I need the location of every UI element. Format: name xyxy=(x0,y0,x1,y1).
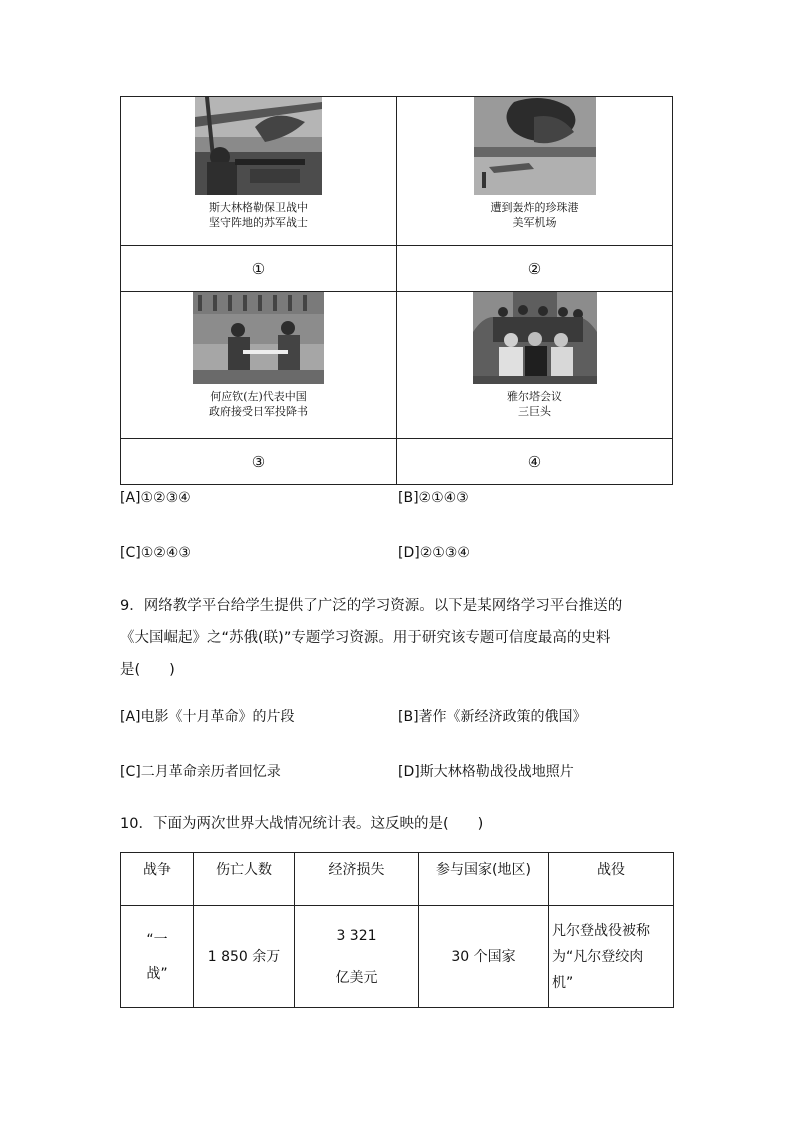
cell-battle xyxy=(549,906,674,1008)
header-casualties: 伤亡人数 xyxy=(194,853,295,906)
caption-line: 三巨头 xyxy=(518,405,551,418)
war-stats-table xyxy=(120,852,674,1008)
table-header-row xyxy=(121,853,674,906)
cell-countries: 30 个国家 xyxy=(419,906,549,1008)
photo-caption-2 xyxy=(491,200,579,230)
cell-line: 亿美元 xyxy=(335,969,378,986)
cell-line: 凡尔登战役被称 xyxy=(552,922,650,939)
photo-number-4: ④ xyxy=(397,439,673,485)
photo-yalta-conference xyxy=(473,292,597,384)
photo-number-1: ① xyxy=(121,246,397,292)
q8-option-c[interactable]: [C]①②④③ xyxy=(120,545,191,561)
cell-line: 3 321 xyxy=(336,927,377,944)
cell-line: 为“凡尔登绞肉 xyxy=(552,948,644,965)
caption-line: 政府接受日军投降书 xyxy=(209,405,308,418)
caption-line: 美军机场 xyxy=(512,216,557,229)
caption-line: 斯大林格勒保卫战中 xyxy=(209,201,308,214)
q9-option-c[interactable]: [C]二月革命亲历者回忆录 xyxy=(120,764,281,780)
q10-stem: 10．下面为两次世界大战情况统计表。这反映的是( ) xyxy=(120,816,484,832)
q8-option-d[interactable]: [D]②①③④ xyxy=(398,545,470,561)
caption-line: 坚守阵地的苏军战士 xyxy=(209,216,308,229)
q9-stem-line2: 《大国崛起》之“苏俄(联)”专题学习资源。用于研究该专题可信度最高的史料 xyxy=(120,630,611,646)
photo-table xyxy=(120,96,673,485)
cell-line: 战” xyxy=(146,965,168,982)
header-economic-loss: 经济损失 xyxy=(295,853,419,906)
caption-line: 雅尔塔会议 xyxy=(507,390,562,403)
q9-option-b[interactable]: [B]著作《新经济政策的俄国》 xyxy=(398,709,587,725)
photo-cell-4 xyxy=(397,292,673,439)
photo-stalingrad xyxy=(195,97,322,195)
photo-cell-2 xyxy=(397,97,673,246)
photo-caption-4 xyxy=(507,389,562,419)
header-countries: 参与国家(地区) xyxy=(419,853,549,906)
header-war: 战争 xyxy=(121,853,194,906)
caption-line: 何应钦(左)代表中国 xyxy=(210,390,307,403)
table-row xyxy=(121,906,674,1008)
photo-japanese-surrender xyxy=(193,292,324,384)
photo-cell-1 xyxy=(121,97,397,246)
photo-number-2: ② xyxy=(397,246,673,292)
photo-caption-3 xyxy=(209,389,308,419)
header-battle: 战役 xyxy=(549,853,674,906)
cell-war xyxy=(121,906,194,1008)
q8-option-b[interactable]: [B]②①④③ xyxy=(398,490,469,506)
caption-line: 遭到轰炸的珍珠港 xyxy=(490,201,579,214)
q9-option-a[interactable]: [A]电影《十月革命》的片段 xyxy=(120,709,295,725)
cell-line: “一 xyxy=(146,931,168,948)
photo-caption-1 xyxy=(209,200,308,230)
cell-casualties: 1 850 余万 xyxy=(194,906,295,1008)
photo-cell-3 xyxy=(121,292,397,439)
cell-line: 机” xyxy=(552,974,574,991)
q9-stem-line3: 是( ) xyxy=(120,662,175,678)
cell-economic-loss xyxy=(295,906,419,1008)
photo-pearl-harbor xyxy=(474,97,596,195)
q8-option-a[interactable]: [A]①②③④ xyxy=(120,490,191,506)
q9-stem-line1: 9．网络教学平台给学生提供了广泛的学习资源。以下是某网络学习平台推送的 xyxy=(120,598,623,614)
q9-option-d[interactable]: [D]斯大林格勒战役战地照片 xyxy=(398,764,574,780)
photo-number-3: ③ xyxy=(121,439,397,485)
